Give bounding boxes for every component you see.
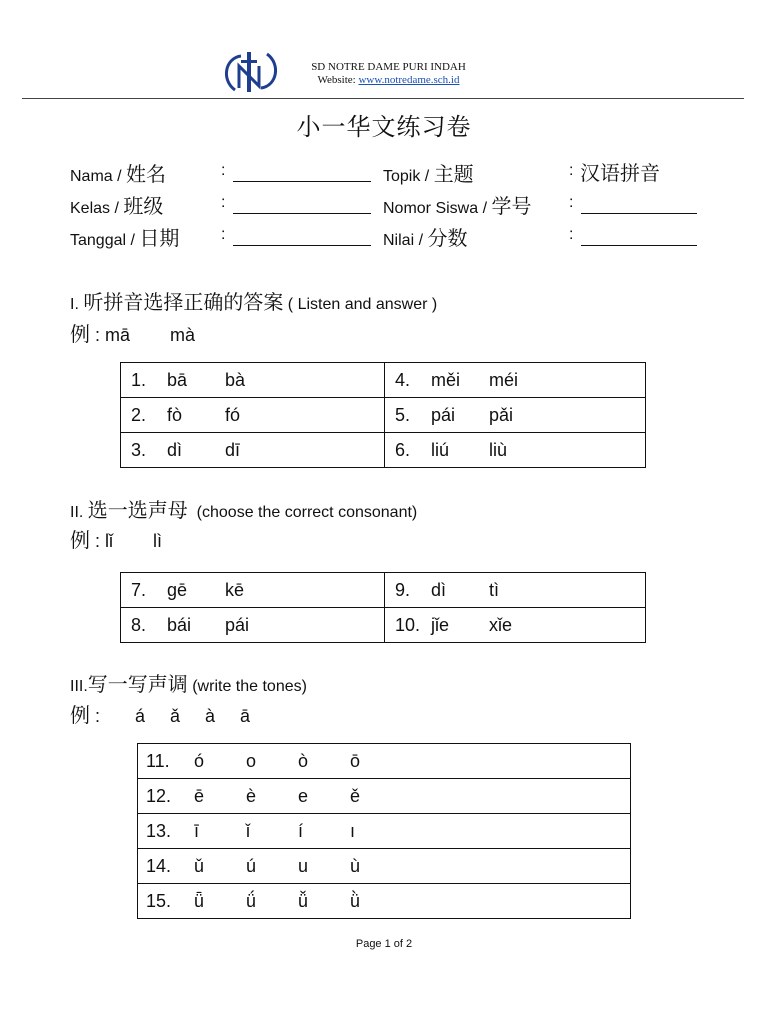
kelas-label: Kelas / 班级 [70,194,164,218]
tone-cell[interactable]: 14. ǔ ú u ù [138,849,631,884]
nilai-label: Nilai / 分数 [383,226,468,250]
table-row [138,744,631,779]
table-row [121,608,646,643]
table-row [138,884,631,919]
question-cell[interactable]: 4. měi méi [385,363,646,398]
question-cell[interactable]: 5. pái pǎi [385,398,646,433]
website-line [296,74,481,87]
header-divider [22,98,744,99]
section-2-example: 例 : lǐ lì [70,528,163,552]
colon: : [569,194,574,211]
table-row [121,573,646,608]
website-link[interactable]: www.notredame.sch.id [358,74,460,86]
colon: : [221,162,226,179]
tanggal-label: Tanggal / 日期 [70,226,180,250]
question-cell[interactable]: 3. dì dī [121,433,385,468]
table-row [121,363,646,398]
question-cell[interactable]: 8. bái pái [121,608,385,643]
table-row [138,849,631,884]
section-2-heading: II. 选一选声母 (choose the correct consonant) [70,498,418,522]
section-2-table [120,572,646,643]
question-cell[interactable]: 1. bā bà [121,363,385,398]
colon: : [221,226,226,243]
topic-value: 汉语拼音 [580,161,660,185]
nilai-blank[interactable] [581,245,697,246]
section-1-example: 例 : mā mà [70,322,196,346]
nama-label: Nama / 姓名 [70,162,167,186]
question-cell[interactable]: 7. gē kē [121,573,385,608]
nama-blank[interactable] [233,181,371,182]
table-row [121,433,646,468]
section-1-heading: I. 听拼音选择正确的答案 ( Listen and answer ) [70,290,438,314]
tone-cell[interactable]: 13. ī ǐ í ı [138,814,631,849]
section-3-heading: III.写一写声调 (write the tones) [70,672,307,696]
question-cell[interactable]: 6. liú liù [385,433,646,468]
kelas-blank[interactable] [233,213,371,214]
table-row [138,814,631,849]
topik-label: Topik / 主题 [383,162,474,186]
tone-cell[interactable]: 12. ē è e ě [138,779,631,814]
tanggal-blank[interactable] [233,245,371,246]
colon: : [221,194,226,211]
table-row [138,779,631,814]
colon: : [569,162,574,179]
nomor-siswa-blank[interactable] [581,213,697,214]
section-3-table [137,743,631,919]
tone-cell[interactable]: 11. ó o ò ō [138,744,631,779]
page-title: 小一华文练习卷 [296,113,472,141]
tone-cell[interactable]: 15. ǖ ǘ ǚ ǜ [138,884,631,919]
website-label: Website: [317,74,359,86]
question-cell[interactable]: 10. jǐe xǐe [385,608,646,643]
table-row [121,398,646,433]
school-header [296,61,481,87]
school-name: SD NOTRE DAME PURI INDAH [311,61,466,73]
section-1-table [120,362,646,468]
page-number: Page 1 of 2 [355,938,413,950]
nomor-siswa-label: Nomor Siswa / 学号 [383,194,532,218]
section-3-example: 例 : á ǎ à ā [70,703,251,727]
question-cell[interactable]: 9. dì tì [385,573,646,608]
question-cell[interactable]: 2. fò fó [121,398,385,433]
school-logo [219,50,283,94]
colon: : [569,226,574,243]
